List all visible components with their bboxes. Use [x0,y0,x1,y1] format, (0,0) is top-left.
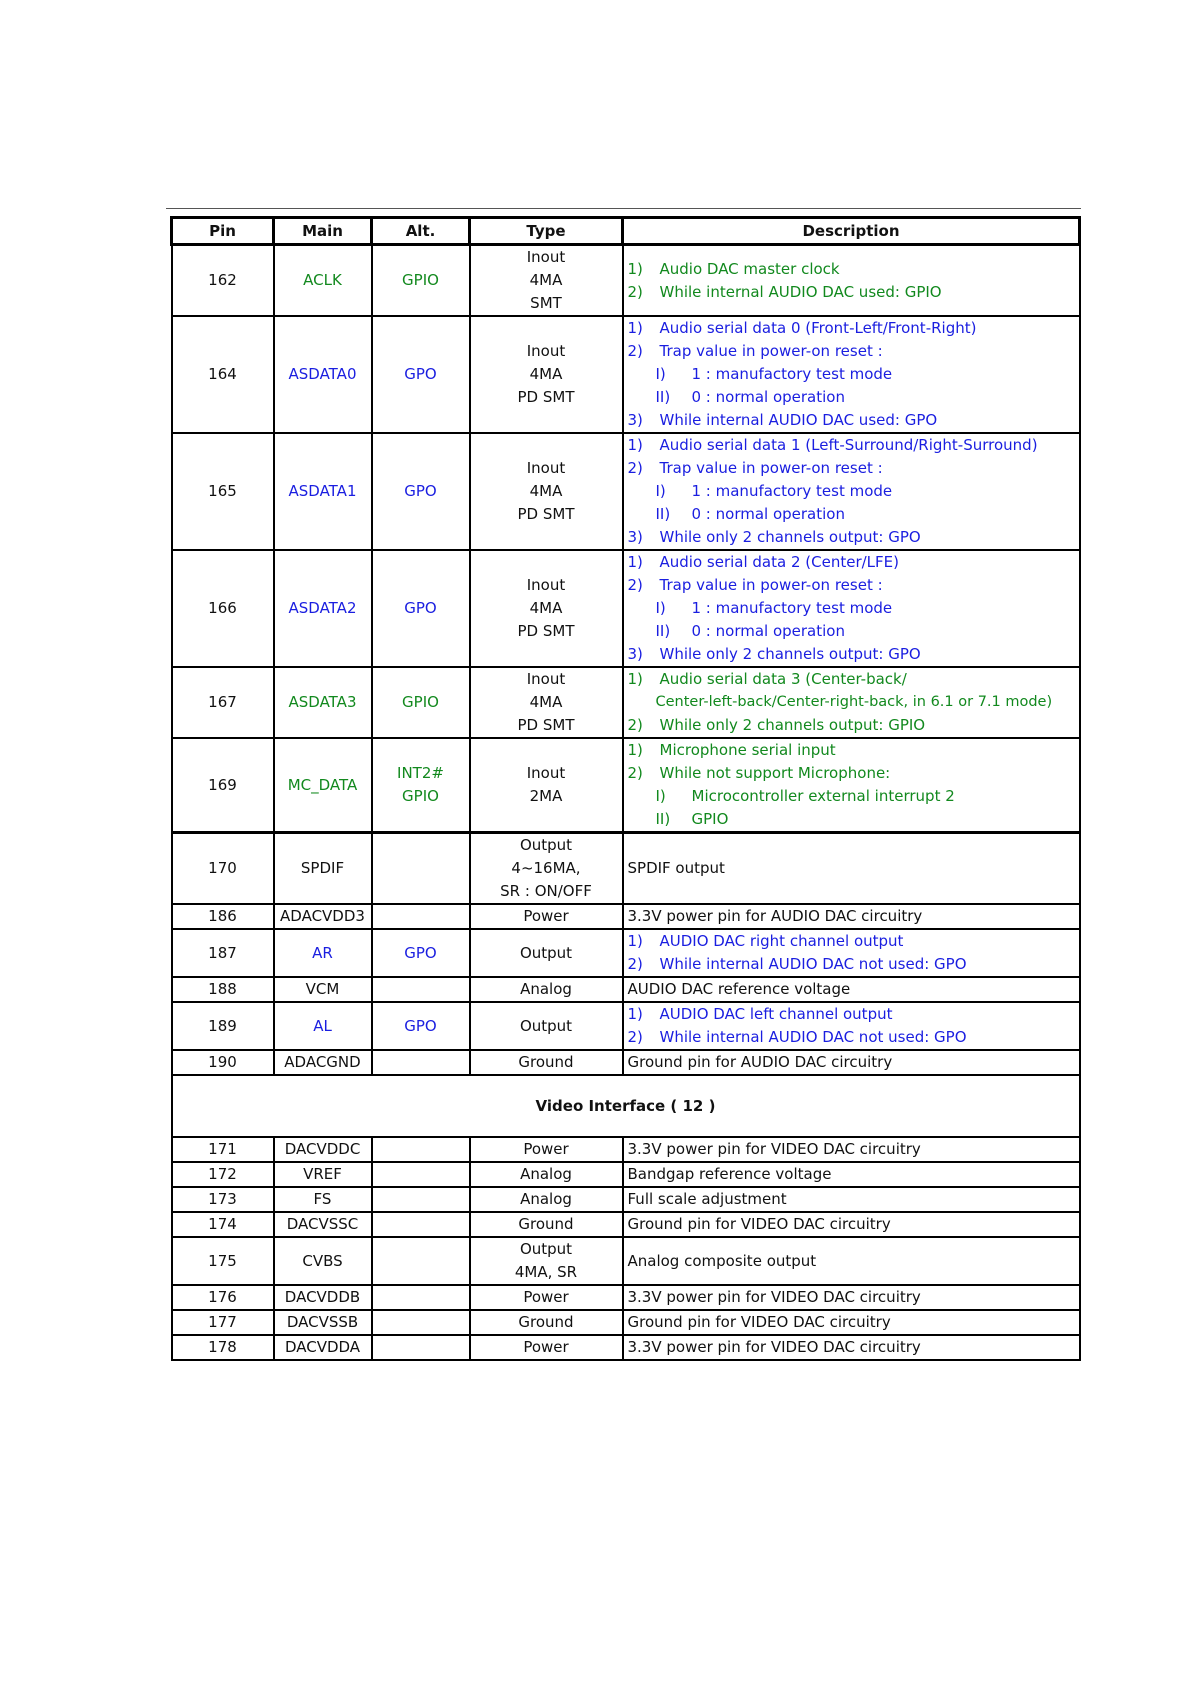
alt-function [372,1237,470,1285]
pin-type [470,977,623,1002]
description-text: 1 : manufactory test mode [691,599,893,617]
table-row [172,833,1080,905]
alt-function [372,1212,470,1237]
list-marker: 1) [627,259,643,278]
pin-number: 189 [172,1002,274,1050]
pin-type-line: SMT [530,294,562,312]
pin-number: 186 [172,904,274,929]
pin-number: 167 [172,667,274,738]
description-line [628,526,1075,549]
pin-description [623,738,1080,833]
pin-type-line: Ground [518,1215,574,1233]
pin-type-line: 4MA [529,482,563,500]
pin-description: 3.3V power pin for VIDEO DAC circuitry [623,1335,1080,1360]
pin-description [623,316,1080,433]
pin-description [623,977,1080,1002]
list-marker: 1) [627,553,643,571]
description-text: Microphone serial input [659,741,836,759]
description-line [628,434,1075,457]
pin-type-line: 4MA [529,599,563,617]
pin-type [470,1002,623,1050]
main-function: FS [274,1187,372,1212]
pin-type-line: 4MA, SR [514,1263,578,1281]
alt-function: GPIO [372,245,470,317]
list-marker: 2) [627,764,643,782]
pin-type [470,1187,623,1212]
alt-function: GPO [372,1002,470,1050]
list-marker: 1) [627,436,643,454]
pin-number: 190 [172,1050,274,1075]
alt-function [372,977,470,1002]
description-text: Audio serial data 1 (Left-Surround/Right-Surround) [659,436,1038,454]
description-line [628,978,1075,1001]
list-marker: 3) [627,411,643,429]
list-marker: 2) [627,576,643,594]
pin-type-line: 4~16MA, [511,859,581,877]
pin-type [470,1162,623,1187]
pin-type-line: Ground [518,1053,574,1071]
pin-description: Bandgap reference voltage [623,1162,1080,1187]
description-text: 1 : manufactory test mode [691,482,893,500]
description-text: While only 2 channels output: GPIO [659,716,926,734]
table-row [172,1335,1080,1360]
description-text: SPDIF output [627,859,725,877]
alt-function [372,1335,470,1360]
pin-description [623,245,1080,317]
alt-function [372,1285,470,1310]
pin-type [470,667,623,738]
header-description: Description [623,218,1080,245]
alt-function [372,833,470,905]
pin-type-line: Analog [520,1165,572,1183]
pin-description [623,833,1080,905]
video-pins [172,1137,1080,1360]
pin-type [470,245,623,317]
pin-number: 169 [172,738,274,833]
pin-number: 172 [172,1162,274,1187]
list-marker: 1) [627,741,643,759]
alt-function [372,1050,470,1075]
list-marker: 1) [627,1005,643,1023]
pin-number: 173 [172,1187,274,1212]
description-line [628,409,1075,432]
pin-type-line: PD SMT [517,716,575,734]
description-line [628,340,1075,363]
pin-description [623,1002,1080,1050]
description-text: Audio serial data 0 (Front-Left/Front-Right) [659,319,977,337]
pin-type-line: 4MA [529,271,563,289]
list-marker: II) [655,810,671,828]
pin-type-line: SR : ON/OFF [500,882,592,900]
description-line [628,739,1075,762]
header-pin: Pin [172,218,274,245]
description-text: Trap value in power-on reset : [659,459,883,477]
description-line [628,785,1075,808]
table-row [172,929,1080,977]
alt-function: GPO [372,929,470,977]
description-text: While not support Microphone: [659,764,891,782]
alt-function [372,1310,470,1335]
list-marker: II) [655,388,671,406]
table-row [172,1310,1080,1335]
alt-function: GPIO [372,667,470,738]
description-line [628,714,1075,737]
pin-number: 166 [172,550,274,667]
description-text: While internal AUDIO DAC used: GPIO [659,282,942,301]
description-text: GPIO [691,810,729,828]
pin-type [470,1050,623,1075]
pin-type [470,833,623,905]
header-main: Main [274,218,372,245]
alt-function [372,1187,470,1212]
description-line [628,386,1075,409]
table-row [172,977,1080,1002]
table-row [172,1237,1080,1285]
description-line [628,857,1075,880]
description-line [628,762,1075,785]
table-row [172,433,1080,550]
pin-type-line: 4MA [529,693,563,711]
description-line [628,1003,1075,1026]
description-line [628,551,1075,574]
table-row [172,1187,1080,1212]
table-row [172,1212,1080,1237]
pin-description [623,433,1080,550]
table-frame [166,208,1081,209]
audio-pins [172,245,1080,833]
pin-number: 188 [172,977,274,1002]
table-row [172,667,1080,738]
main-function: DACVDDB [274,1285,372,1310]
description-text: Audio serial data 2 (Center/LFE) [659,553,899,571]
main-function: AL [274,1002,372,1050]
description-line [628,317,1075,340]
pin-type [470,904,623,929]
description-text: While internal AUDIO DAC not used: GPO [659,955,967,973]
audio-power-pins [172,833,1080,1076]
list-marker: 1) [627,932,643,950]
pin-type [470,1285,623,1310]
alt-function [372,1137,470,1162]
table-row [172,550,1080,667]
description-line: Center-left-back/Center-right-back, in 6.1 or 7.1 mode) [655,694,1053,710]
pin-type [470,738,623,833]
table-row [172,316,1080,433]
description-line [628,953,1075,976]
pin-type [470,433,623,550]
description-text: 3.3V power pin for AUDIO DAC circuitry [627,907,923,925]
description-text: Microcontroller external interrupt 2 [691,787,955,805]
pin-type-line: Inout [526,670,566,688]
description-text: AUDIO DAC right channel output [659,932,904,950]
pin-number: 177 [172,1310,274,1335]
description-line [628,643,1075,666]
pin-number: 176 [172,1285,274,1310]
pin-table [170,216,1081,1361]
main-function: MC_DATA [274,738,372,833]
header-type: Type [470,218,623,245]
table-row [172,1050,1080,1075]
pin-type [470,1137,623,1162]
video-section [172,1075,1080,1137]
pin-number: 171 [172,1137,274,1162]
description-line [628,808,1075,831]
pin-type-line: PD SMT [517,388,575,406]
main-function: ACLK [274,245,372,317]
description-line [628,503,1075,526]
description-line [628,363,1075,386]
pin-type [470,1212,623,1237]
main-function: SPDIF [274,833,372,905]
pin-description: 3.3V power pin for VIDEO DAC circuitry [623,1285,1080,1310]
pin-number: 174 [172,1212,274,1237]
pin-description [623,667,1080,738]
pin-number: 175 [172,1237,274,1285]
table-row [172,1137,1080,1162]
table-row [172,1002,1080,1050]
list-marker: 3) [627,645,643,663]
main-function: ASDATA3 [274,667,372,738]
description-text: AUDIO DAC left channel output [659,1005,893,1023]
pin-type-line: Analog [520,1190,572,1208]
list-marker: II) [655,505,671,523]
pin-type-line: Inout [526,459,566,477]
pin-type [470,550,623,667]
description-line [628,480,1075,503]
pin-type-line: Output [519,1240,573,1258]
description-line [628,668,1075,691]
pin-description [623,550,1080,667]
list-marker: 2) [627,955,643,973]
pin-number: 164 [172,316,274,433]
table-row [172,1285,1080,1310]
pin-description [623,929,1080,977]
pin-type-line: PD SMT [517,505,575,523]
main-function: ASDATA1 [274,433,372,550]
list-marker: 2) [627,716,643,734]
main-function: DACVDDA [274,1335,372,1360]
list-marker: I) [655,599,666,617]
pin-type-line: Power [523,907,569,925]
list-marker: I) [655,482,666,500]
pin-type-line: Inout [526,342,566,360]
pin-number: 170 [172,833,274,905]
list-marker: 3) [627,528,643,546]
header-alt: Alt. [372,218,470,245]
pin-number: 187 [172,929,274,977]
main-function: DACVSSB [274,1310,372,1335]
list-marker: 2) [627,282,643,301]
table-row [172,738,1080,833]
pin-type [470,929,623,977]
list-marker: I) [655,787,666,805]
pin-type-line: Analog [520,980,572,998]
description-text: AUDIO DAC reference voltage [627,980,851,998]
pin-description: Analog composite output [623,1237,1080,1285]
pin-type [470,1335,623,1360]
list-marker: II) [655,622,671,640]
alt-function: GPO [372,316,470,433]
pin-type [470,1237,623,1285]
main-function: ADACGND [274,1050,372,1075]
list-marker: I) [655,365,666,383]
main-function: DACVDDC [274,1137,372,1162]
list-marker: 1) [627,670,643,688]
pin-description: Ground pin for VIDEO DAC circuitry [623,1212,1080,1237]
description-line [628,930,1075,953]
table-row [172,1162,1080,1187]
description-line [628,597,1075,620]
table-row [172,904,1080,929]
alt-function: GPO [372,433,470,550]
description-line [628,620,1075,643]
alt-function [372,1162,470,1187]
alt-function: GPO [372,550,470,667]
pin-number: 162 [172,245,274,317]
pin-type-line: 4MA [529,365,563,383]
description-text: Audio serial data 3 (Center-back/ [659,670,907,688]
description-line [628,258,1075,281]
description-line [628,1051,1075,1074]
main-function: CVBS [274,1237,372,1285]
pin-type-line: Inout [526,576,566,594]
section-title: Video Interface ( 12 ) [172,1075,1080,1137]
description-text: 0 : normal operation [691,622,845,640]
pin-type-line: Output [519,1016,573,1035]
section-row [172,1075,1080,1137]
pin-type-line: Power [523,1140,569,1158]
alt-function [372,904,470,929]
description-text: 1 : manufactory test mode [691,365,893,383]
description-line [628,574,1075,597]
pin-type-line: Output [519,943,573,962]
description-text: Trap value in power-on reset : [659,576,883,594]
description-text: Audio DAC master clock [659,259,840,278]
pin-type-line: Power [523,1288,569,1306]
main-function: ASDATA2 [274,550,372,667]
description-text: While internal AUDIO DAC used: GPO [659,411,938,429]
main-function: DACVSSC [274,1212,372,1237]
table-row [172,245,1080,317]
description-text: 0 : normal operation [691,388,845,406]
pin-description: 3.3V power pin for VIDEO DAC circuitry [623,1137,1080,1162]
pin-number: 165 [172,433,274,550]
description-text: While internal AUDIO DAC not used: GPO [659,1028,967,1046]
pin-description [623,904,1080,929]
pin-description: Full scale adjustment [623,1187,1080,1212]
description-line [628,457,1075,480]
alt-function-line: INT2# [397,764,444,782]
pin-number: 178 [172,1335,274,1360]
list-marker: 2) [627,342,643,360]
pin-type-line: 2MA [529,787,563,805]
pin-description: Ground pin for VIDEO DAC circuitry [623,1310,1080,1335]
header-row [172,218,1080,245]
description-text: Ground pin for AUDIO DAC circuitry [627,1053,893,1071]
pin-description [623,1050,1080,1075]
pin-type-line: Output [519,836,573,854]
main-function: ADACVDD3 [274,904,372,929]
alt-function-line: GPIO [402,787,439,805]
pin-type-line: Power [523,1338,569,1356]
description-line [628,1026,1075,1049]
description-line [628,281,1075,304]
list-marker: 2) [627,1028,643,1046]
pin-type-line: PD SMT [517,622,575,640]
main-function: VCM [274,977,372,1002]
pin-type-line: Ground [518,1313,574,1331]
description-line [628,905,1075,928]
description-text: While only 2 channels output: GPO [659,528,921,546]
pin-type-line: Inout [526,764,566,782]
main-function: AR [274,929,372,977]
description-text: While only 2 channels output: GPO [659,645,921,663]
pin-type [470,1310,623,1335]
description-text: 0 : normal operation [691,505,845,523]
list-marker: 2) [627,459,643,477]
description-text: Trap value in power-on reset : [659,342,883,360]
main-function: ASDATA0 [274,316,372,433]
main-function: VREF [274,1162,372,1187]
list-marker: 1) [627,319,643,337]
pin-type-line: Inout [526,248,566,266]
pin-type [470,316,623,433]
alt-function [372,738,470,833]
